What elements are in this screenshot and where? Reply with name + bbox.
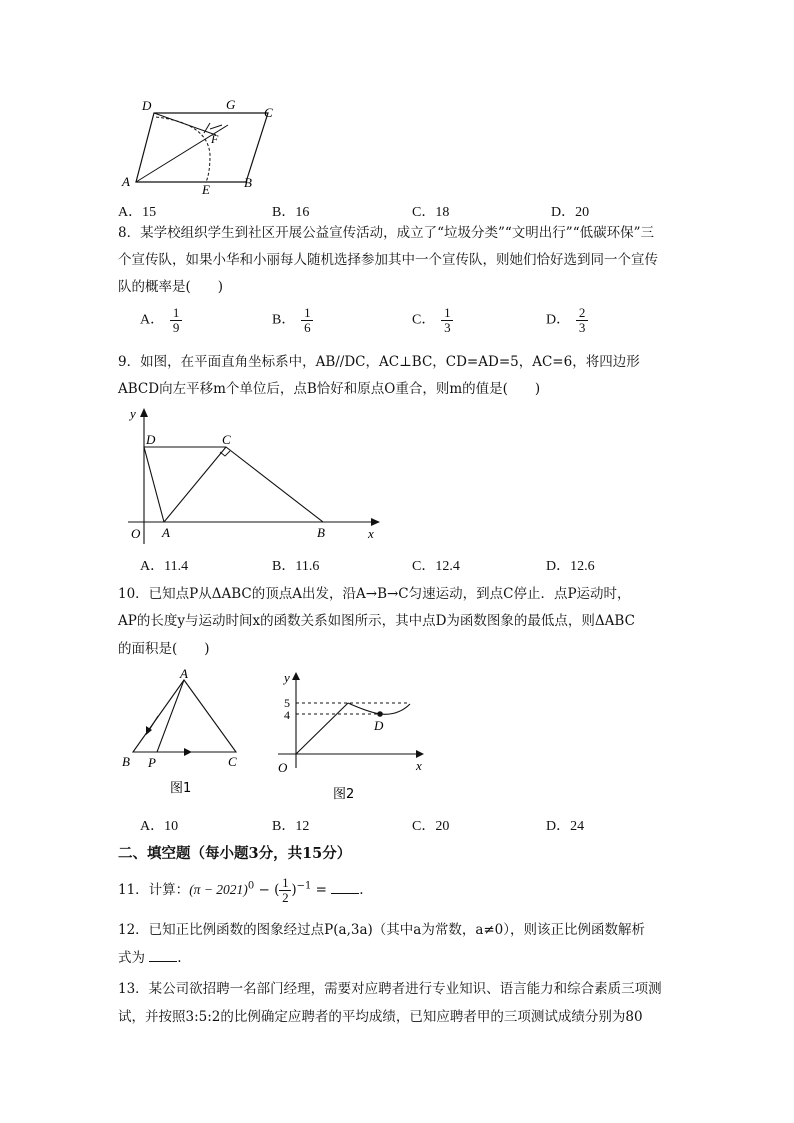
q12-answer-blank[interactable] <box>149 949 177 962</box>
label-C: C <box>222 432 231 447</box>
q9-option-c[interactable]: C．12.4 <box>412 559 460 574</box>
q12-line1: 12．已知正比例函数的图象经过点P(a,3a)（其中a为常数，a≠0），则该正比例函数解析 <box>118 922 646 938</box>
q8-option-a-letter: A． <box>140 312 165 328</box>
q7-option-d[interactable]: D．20 <box>551 205 590 220</box>
q11-end: . <box>359 882 364 898</box>
q12-end: . <box>177 950 182 966</box>
label-4: 4 <box>284 708 290 722</box>
q9-line1: 9．如图，在平面直角坐标系中，AB//DC，AC⊥BC，CD=AD=5，AC=6，将四边形 <box>118 354 640 370</box>
label-C: C <box>228 754 237 769</box>
label-D: D <box>142 98 152 113</box>
q11-line <box>118 876 364 905</box>
q7-option-c[interactable]: C．18 <box>412 205 450 220</box>
fraction-denominator: 6 <box>304 320 311 335</box>
label-x: x <box>416 758 422 773</box>
q11-close: ) <box>291 882 297 898</box>
q7-option-a[interactable]: A．15 <box>118 205 157 220</box>
q9-option-d[interactable]: D．12.6 <box>546 559 595 574</box>
q9-option-b[interactable]: B．11.6 <box>272 559 320 574</box>
q11-exp0: 0 <box>247 880 255 892</box>
label-C: C <box>264 105 273 120</box>
label-y: y <box>130 406 136 421</box>
q8-option-b-letter: B． <box>272 312 296 328</box>
label-A: A <box>180 668 188 681</box>
q8-option-a[interactable] <box>140 306 182 335</box>
q9-coordinate-figure <box>118 402 388 547</box>
q7-option-b[interactable]: B．16 <box>272 205 310 220</box>
figure-1-caption: 图1 <box>170 781 192 796</box>
fraction-numerator: 1 <box>444 305 451 320</box>
label-B: B <box>122 754 130 769</box>
label-A: A <box>162 525 170 540</box>
label-F: F <box>211 132 219 146</box>
label-B: B <box>244 175 252 190</box>
q11-fraction <box>279 876 291 905</box>
section-2-heading: 二、填空题（每小题3分，共15分） <box>118 845 352 862</box>
q10-line3: 的面积是( ) <box>118 641 210 657</box>
label-D: D <box>374 718 384 733</box>
fraction-denominator: 3 <box>578 320 586 335</box>
q8-line1: 8．某学校组织学生到社区开展公益宣传活动，成立了“垃圾分类”“文明出行”“低碳环保”三 <box>118 225 654 241</box>
label-D: D <box>146 432 156 447</box>
q10-line2: AP的长度y与运动时间x的函数关系如图所示，其中点D为函数图象的最低点，则ΔABC <box>118 613 635 629</box>
label-A: A <box>122 174 130 189</box>
q8-line2: 个宣传队，如果小华和小丽每人随机选择参加其中一个宣传队，则她们恰好选到同一个宣传 <box>118 252 658 268</box>
q11-expr-a: (π − 2021) <box>189 882 248 897</box>
q8-line3: 队的概率是( ) <box>118 279 224 295</box>
label-O: O <box>278 760 288 775</box>
fraction-denominator: 9 <box>172 320 180 335</box>
q10-figure-2-graph <box>270 668 430 808</box>
fraction-numerator: 1 <box>172 305 180 320</box>
q11-minus: − ( <box>254 882 280 898</box>
q8-option-c-letter: C． <box>412 312 436 328</box>
label-x: x <box>368 526 374 541</box>
label-B: B <box>317 525 325 540</box>
q11-eq: = <box>311 882 332 898</box>
q8-option-d[interactable] <box>546 306 588 335</box>
q8-option-b[interactable] <box>272 306 313 335</box>
q13-line1: 13．某公司欲招聘一名部门经理，需要对应聘者进行专业知识、语言能力和综合素质三项测 <box>118 981 662 997</box>
label-E: E <box>202 182 210 195</box>
q8-option-a-fraction <box>170 306 182 335</box>
q8-option-b-fraction <box>301 306 313 335</box>
label-y: y <box>284 670 290 685</box>
q7-parallelogram-figure <box>118 95 288 195</box>
label-P: P <box>148 755 156 770</box>
q10-option-c[interactable]: C．20 <box>412 819 450 834</box>
fraction-numerator: 1 <box>304 305 311 320</box>
q10-option-d[interactable]: D．24 <box>546 819 585 834</box>
label-O: O <box>131 526 141 541</box>
fraction-numerator: 1 <box>282 875 289 890</box>
q10-option-a[interactable]: A．10 <box>140 819 179 834</box>
figure-2-caption: 图2 <box>333 787 355 802</box>
q12-line2 <box>118 946 182 966</box>
q12-line2-text: 式为 <box>118 950 150 966</box>
fraction-denominator: 3 <box>444 320 451 335</box>
q9-option-a[interactable]: A．11.4 <box>140 559 189 574</box>
q10-line1: 10．已知点P从ΔABC的顶点A出发，沿A→B→C匀速运动，到点C停止．点P运动时， <box>118 586 631 602</box>
fraction-numerator: 2 <box>578 305 586 320</box>
fraction-denominator: 2 <box>282 890 289 905</box>
q13-line2: 试，并按照3:5:2的比例确定应聘者的平均成绩，已知应聘者甲的三项测试成绩分别为80 <box>118 1009 643 1025</box>
q11-answer-blank[interactable] <box>331 881 359 894</box>
q9-line2: ABCD向左平移m个单位后，点B恰好和原点O重合，则m的值是( ) <box>118 381 541 397</box>
q8-option-d-letter: D． <box>546 312 571 328</box>
q11-exp: −1 <box>296 880 312 892</box>
q10-figure-1-triangle <box>118 668 248 798</box>
q8-option-c-fraction <box>441 306 453 335</box>
q8-option-c[interactable] <box>412 306 453 335</box>
label-5: 5 <box>284 696 290 710</box>
q8-option-d-fraction <box>576 306 588 335</box>
label-G: G <box>226 97 236 112</box>
q11-prefix: 11．计算： <box>118 882 190 898</box>
q10-option-b[interactable]: B．12 <box>272 819 310 834</box>
